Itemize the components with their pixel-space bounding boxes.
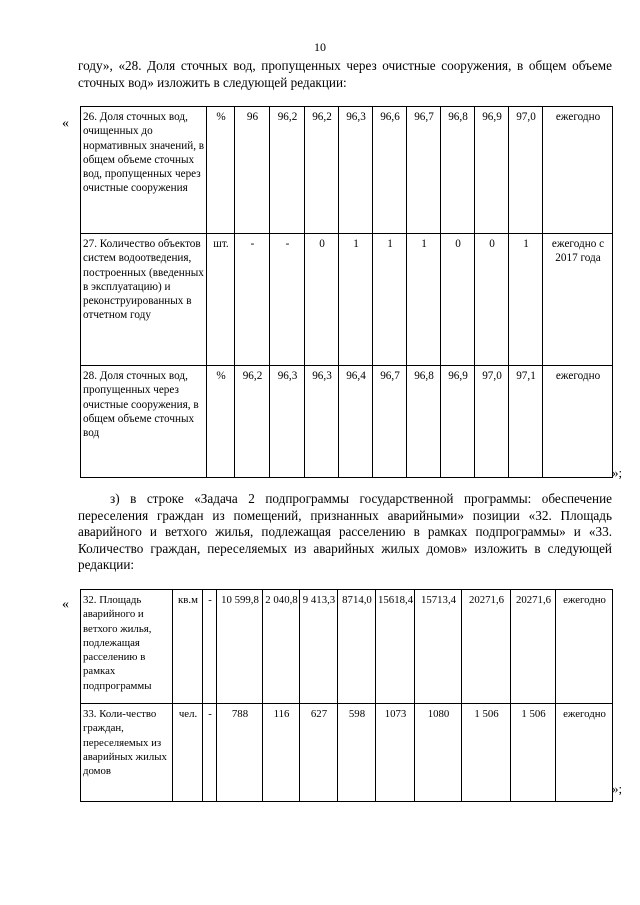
value-cell: 15618,4 bbox=[376, 590, 415, 704]
row-name: 26. Доля сточных вод, очищенных до нормативных значений, в общем объеме сточных вод, пропущенных через очистные сооружения bbox=[81, 107, 207, 234]
value-cell: 96,3 bbox=[305, 366, 339, 478]
indicators-table-1 bbox=[80, 106, 613, 478]
value-cell: 97,1 bbox=[509, 366, 543, 478]
value-cell: 0 bbox=[441, 234, 475, 366]
value-cell: - bbox=[203, 590, 217, 704]
table-row bbox=[81, 366, 613, 478]
value-cell: 0 bbox=[305, 234, 339, 366]
value-cell: - bbox=[235, 234, 270, 366]
value-cell: 20271,6 bbox=[511, 590, 556, 704]
row-name: 33. Коли-чество граждан, переселяемых из аварийных жилых домов bbox=[81, 704, 173, 802]
value-cell: 1 506 bbox=[462, 704, 511, 802]
row-frequency: ежегодно bbox=[543, 107, 613, 234]
value-cell: 96,2 bbox=[235, 366, 270, 478]
table2-close-quote: »; bbox=[612, 781, 623, 796]
value-cell: 20271,6 bbox=[462, 590, 511, 704]
section-paragraph: з) в строке «Задача 2 подпрограммы государственной программы: обеспечение переселения граждан из помещений, признанных аварийными» позиции «32. Площадь аварийного и ветхого жилья, подлежащая расселению в рамках подпрограммы» и «33. Количество граждан, переселяемых из аварийных жилых домов» изложить в следующей редакции: bbox=[78, 491, 612, 572]
table-row bbox=[81, 590, 613, 704]
value-cell: 96,7 bbox=[407, 107, 441, 234]
row-name: 28. Доля сточных вод, пропущенных через очистные сооружения, в общем объеме сточных вод bbox=[81, 366, 207, 478]
value-cell: 96,8 bbox=[441, 107, 475, 234]
row-unit: шт. bbox=[207, 234, 235, 366]
row-unit: % bbox=[207, 107, 235, 234]
value-cell: 8714,0 bbox=[338, 590, 376, 704]
table2-open-quote: « bbox=[62, 597, 69, 612]
row-frequency: ежегодно bbox=[556, 704, 613, 802]
row-unit: % bbox=[207, 366, 235, 478]
value-cell: 2 040,8 bbox=[263, 590, 300, 704]
value-cell: 97,0 bbox=[509, 107, 543, 234]
row-name: 27. Количество объектов систем водоотведения, построенных (введенных в эксплуатацию) и реконструированных в отчетном году bbox=[81, 234, 207, 366]
value-cell: 1 bbox=[407, 234, 441, 366]
indicators-table-2 bbox=[80, 589, 613, 802]
row-frequency: ежегодно bbox=[543, 366, 613, 478]
row-unit: кв.м bbox=[173, 590, 203, 704]
value-cell: 96,2 bbox=[305, 107, 339, 234]
value-cell: 96,4 bbox=[339, 366, 373, 478]
row-frequency: ежегодно bbox=[556, 590, 613, 704]
value-cell: 788 bbox=[217, 704, 263, 802]
value-cell: 97,0 bbox=[475, 366, 509, 478]
value-cell: 15713,4 bbox=[415, 590, 462, 704]
row-unit: чел. bbox=[173, 704, 203, 802]
value-cell: 96,7 bbox=[373, 366, 407, 478]
value-cell: 1 bbox=[509, 234, 543, 366]
value-cell: 0 bbox=[475, 234, 509, 366]
table1-open-quote: « bbox=[62, 116, 69, 131]
value-cell: 96,3 bbox=[270, 366, 305, 478]
value-cell: 96,9 bbox=[475, 107, 509, 234]
value-cell: 627 bbox=[300, 704, 338, 802]
value-cell: 96,6 bbox=[373, 107, 407, 234]
value-cell: 9 413,3 bbox=[300, 590, 338, 704]
value-cell: 96,8 bbox=[407, 366, 441, 478]
row-frequency: ежегодно с 2017 года bbox=[543, 234, 613, 366]
value-cell: 96,2 bbox=[270, 107, 305, 234]
page-number: 10 bbox=[314, 40, 326, 54]
value-cell: 96,9 bbox=[441, 366, 475, 478]
row-name: 32. Площадь аварийного и ветхого жилья, подлежащая расселению в рамках подпрограммы bbox=[81, 590, 173, 704]
value-cell: 1 506 bbox=[511, 704, 556, 802]
table-row bbox=[81, 234, 613, 366]
intro-paragraph: году», «28. Доля сточных вод, пропущенных через очистные сооружения, в общем объеме сточных вод» изложить в следующей редакции: bbox=[78, 58, 612, 90]
value-cell: - bbox=[203, 704, 217, 802]
table-row bbox=[81, 704, 613, 802]
value-cell: 1080 bbox=[415, 704, 462, 802]
value-cell: - bbox=[270, 234, 305, 366]
table1-close-quote: »; bbox=[612, 465, 623, 480]
value-cell: 1 bbox=[339, 234, 373, 366]
value-cell: 96 bbox=[235, 107, 270, 234]
value-cell: 116 bbox=[263, 704, 300, 802]
value-cell: 1073 bbox=[376, 704, 415, 802]
value-cell: 96,3 bbox=[339, 107, 373, 234]
value-cell: 598 bbox=[338, 704, 376, 802]
table-row bbox=[81, 107, 613, 234]
value-cell: 1 bbox=[373, 234, 407, 366]
value-cell: 10 599,8 bbox=[217, 590, 263, 704]
